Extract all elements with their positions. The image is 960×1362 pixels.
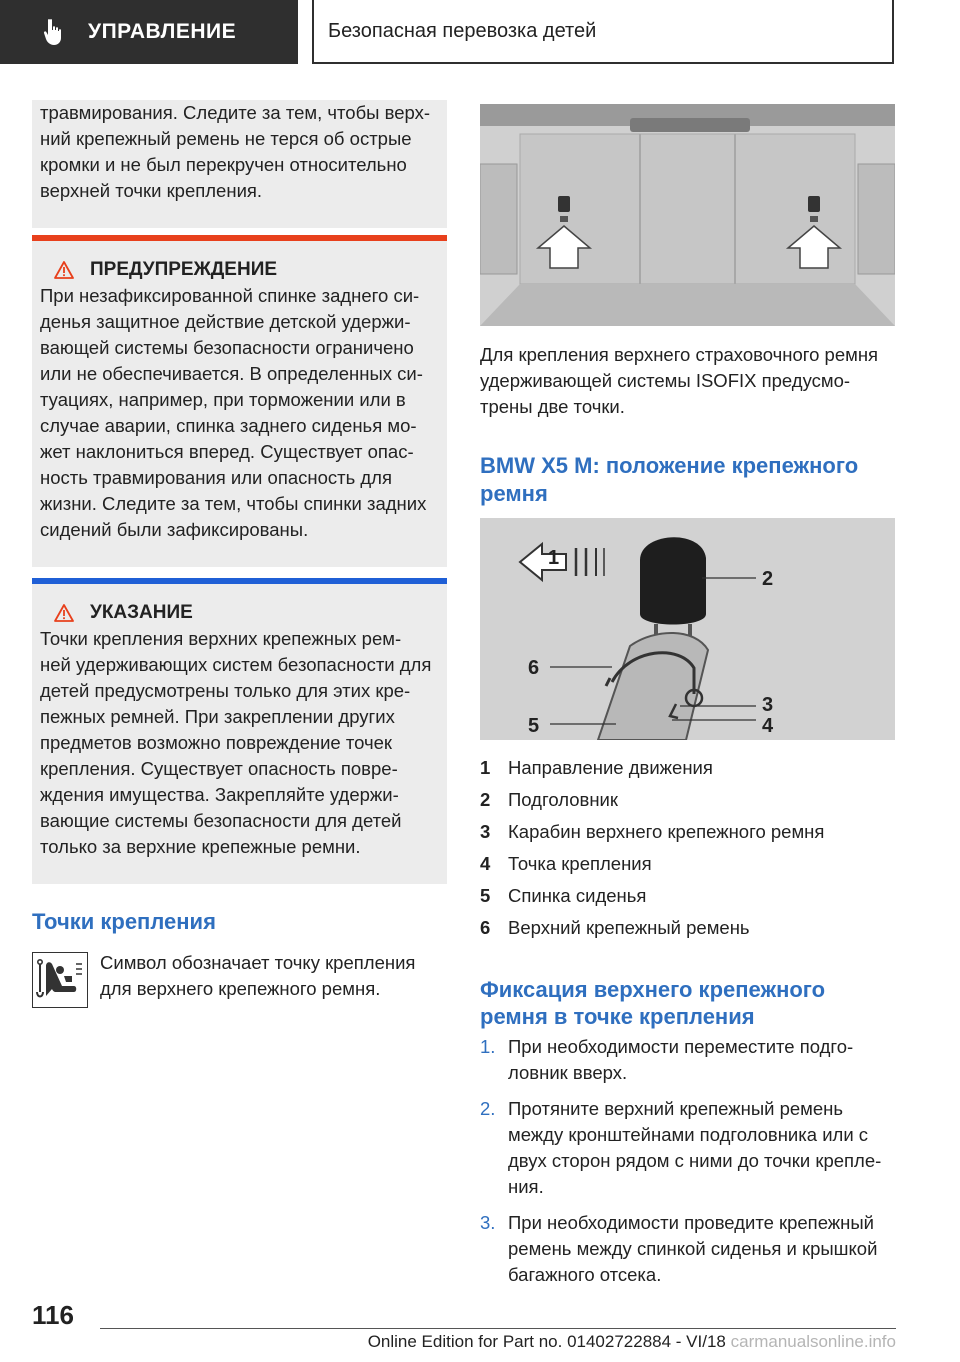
notice-line: детей предусмотрены только для этих кре-: [40, 680, 411, 701]
step-line: Протяните верхний крепежный ремень: [508, 1098, 844, 1119]
step-line: багажного отсека.: [508, 1264, 662, 1285]
step-line: двух сторон рядом с ними до точки крепле-: [508, 1150, 882, 1171]
diagram-label-5: 5: [528, 715, 540, 737]
step-line: ремень между спинкой сиденья и крышкой: [508, 1238, 878, 1259]
notice-title-row: [40, 602, 433, 624]
footer-edition: [100, 1332, 896, 1352]
intro-box: [32, 100, 447, 228]
diagram-label-6: 6: [528, 657, 540, 679]
fixation-steps: [480, 1034, 900, 1298]
step-line: ния.: [508, 1176, 544, 1197]
photo-caption-line: трены две точки.: [480, 396, 625, 417]
legend-item: [480, 784, 900, 816]
step-number: 2.: [480, 1098, 496, 1119]
diagram-label-3: 3: [762, 694, 774, 716]
anchor-text-line: Символ обозначает точку крепления: [100, 952, 416, 973]
legend-number: 1: [480, 757, 491, 778]
legend-text: Карабин верхнего крепежного ремня: [508, 821, 825, 842]
notice-bar: [32, 578, 447, 584]
legend-number: 3: [480, 821, 491, 842]
intro-line: кромки и не был перекручен относительно: [40, 154, 407, 175]
x5m-heading: BMW X5 M: положение крепежного: [480, 453, 859, 478]
x5m-heading: ремня: [480, 481, 548, 506]
fixation-heading: Фиксация верхнего крепежного: [480, 977, 826, 1002]
legend-number: 2: [480, 789, 491, 810]
warning-line: ность травмирования или опасность для: [40, 467, 392, 488]
legend-text: Верхний крепежный ремень: [508, 917, 750, 938]
notice-line: крепления. Существует опасность повре-: [40, 758, 398, 779]
photo-caption-line: Для крепления верхнего страховочного ремня: [480, 344, 879, 365]
warning-title-row: [40, 259, 433, 281]
notice-line: вающие системы безопасности для детей: [40, 810, 402, 831]
intro-line: верхней точки крепления.: [40, 180, 263, 201]
diagram-label-2: 2: [762, 568, 774, 590]
diagram-label-1: 1: [548, 547, 560, 569]
notice-line: пежных ремней. При закреплении других: [40, 706, 395, 727]
warning-line: вающей системы безопасности ограничено: [40, 337, 414, 358]
warning-triangle-icon: [54, 261, 74, 279]
watermark-text: carmanualsonline.info: [730, 1332, 896, 1351]
step-number: 1.: [480, 1036, 496, 1057]
legend-text: Подголовник: [508, 789, 618, 810]
notice-triangle-icon: [54, 604, 74, 622]
trunk-anchor-photo: [480, 104, 895, 326]
notice-line: предметов возможно повреждение точек: [40, 732, 393, 753]
legend-number: 5: [480, 885, 491, 906]
legend-item: [480, 880, 900, 912]
warning-line: сидений были зафиксированы.: [40, 519, 309, 540]
notice-line: ней удерживающих систем безопасности для: [40, 654, 432, 675]
fixation-heading: ремня в точке крепления: [480, 1004, 755, 1029]
legend-text: Направление движения: [508, 757, 713, 778]
legend-text: Спинка сиденья: [508, 885, 647, 906]
anchor-text-line: для верхнего крепежного ремня.: [100, 978, 381, 999]
warning-line: жет наклониться вперед. Существует опас-: [40, 441, 414, 462]
edition-text: Online Edition for Part no. 01402722884 - VI/18: [367, 1332, 726, 1351]
warning-line: или не обеспечивается. В определенных си-: [40, 363, 423, 384]
footer-divider: [100, 1328, 896, 1329]
step-item: [480, 1096, 900, 1200]
notice-line: ждения имущества. Закрепляйте удержи-: [40, 784, 399, 805]
warning-line: денья защитное действие детской удержи-: [40, 311, 411, 332]
section-title: УПРАВЛЕНИЕ: [88, 20, 237, 43]
warning-line: жизни. Следите за тем, чтобы спинки задних: [40, 493, 427, 514]
legend-number: 6: [480, 917, 491, 938]
warning-bar: [32, 235, 447, 241]
step-line: При необходимости переместите подго-: [508, 1036, 854, 1057]
header-section-tab: [0, 0, 298, 64]
warning-line: При незафиксированной спинке заднего си-: [40, 285, 420, 306]
warning-line: случае аварии, спинка заднего сиденья мо-: [40, 415, 417, 436]
legend-item: [480, 848, 900, 880]
chapter-title: Безопасная перевозка детей: [328, 19, 597, 42]
notice-box: [32, 578, 447, 884]
warning-title: ПРЕДУПРЕЖДЕНИЕ: [90, 259, 278, 280]
step-line: При необходимости проведите крепежный: [508, 1212, 875, 1233]
step-line: ловник вверх.: [508, 1062, 628, 1083]
legend-item: [480, 912, 900, 944]
warning-line: туациях, например, при торможении или в: [40, 389, 406, 410]
legend-item: [480, 816, 900, 848]
legend-item: [480, 752, 900, 784]
hand-pointer-icon: [42, 18, 66, 46]
step-line: между кронштейнами подголовника или с: [508, 1124, 869, 1145]
notice-line: только за верхние крепежные ремни.: [40, 836, 361, 857]
header-chapter-tab: [312, 0, 894, 64]
page-number: 116: [32, 1300, 74, 1330]
legend-number: 4: [480, 853, 491, 874]
step-item: [480, 1034, 900, 1086]
diagram-legend: [480, 752, 900, 944]
intro-line: ний крепежный ремень не терся об острые: [40, 128, 412, 149]
intro-line: травмирования. Следите за тем, чтобы верх-: [40, 102, 431, 123]
legend-text: Точка крепления: [508, 853, 652, 874]
photo-caption-line: удерживающей системы ISOFIX предусмо-: [480, 370, 851, 391]
step-item: [480, 1210, 900, 1288]
notice-title: УКАЗАНИЕ: [90, 602, 193, 623]
diagram-label-4: 4: [762, 715, 774, 737]
headrest-diagram: [480, 518, 895, 740]
anchor-points-heading: Точки крепления: [32, 909, 216, 934]
step-number: 3.: [480, 1212, 496, 1233]
warning-box: [32, 235, 447, 567]
notice-line: Точки крепления верхних крепежных рем-: [40, 628, 402, 649]
child-seat-anchor-icon: [32, 952, 88, 1008]
